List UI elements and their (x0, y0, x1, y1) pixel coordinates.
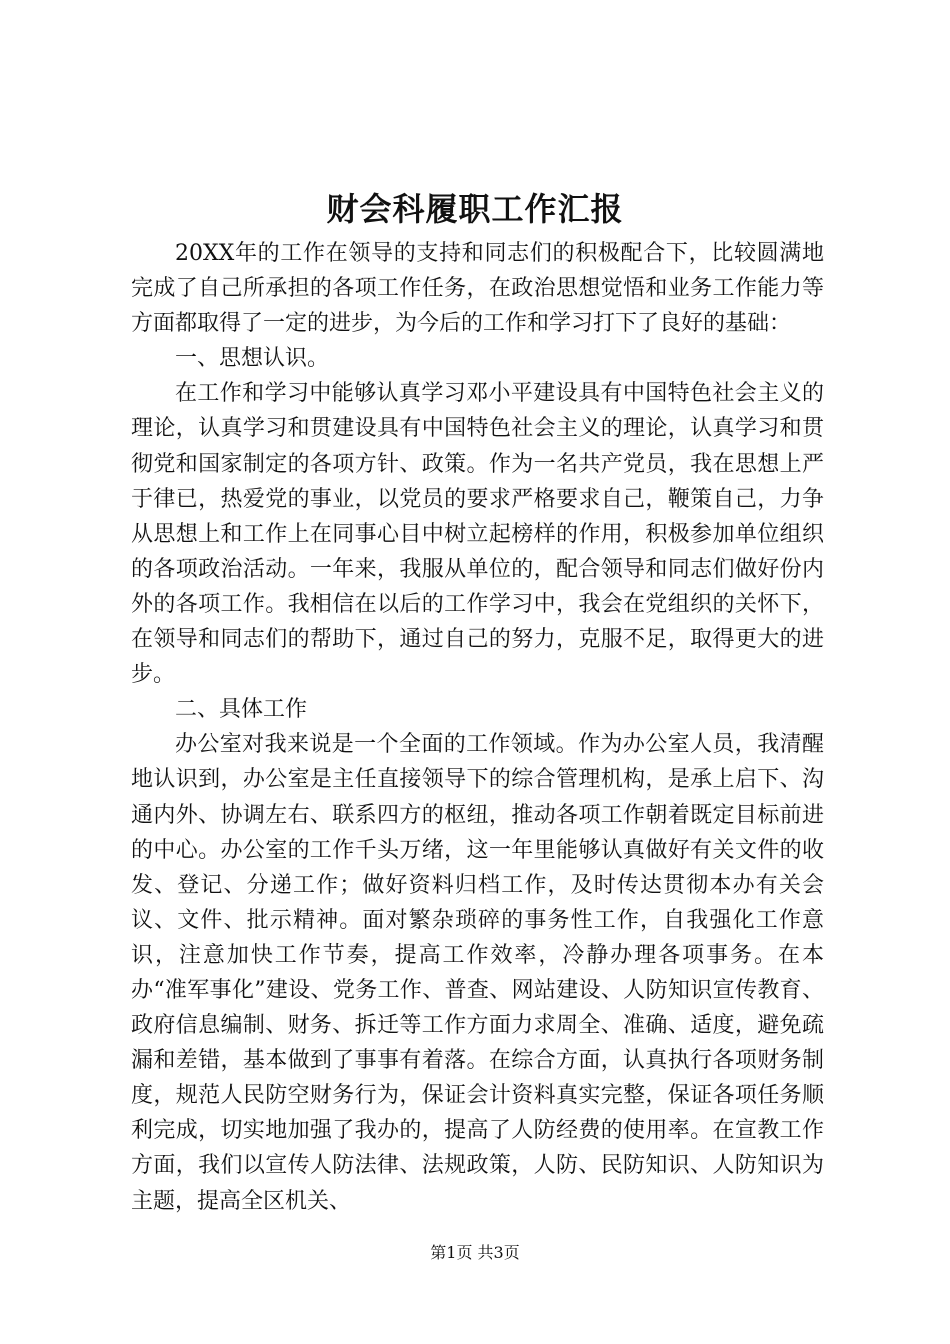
section-heading-thoughts: 一、思想认识。 (175, 346, 330, 372)
document-body (131, 236, 824, 1219)
page-title: 财会科履职工作汇报 (326, 190, 624, 228)
page-footer: 第1页 共3页 (430, 1243, 520, 1262)
work-paragraph: 办公室对我来说是一个全面的工作领域。作为办公室人员，我清醒地认识到，办公室是主任直接领导下的综合管理机构，是承上启下、沟通内外、协调左右、联系四方的枢纽，推动各项工作朝着既定目标前进的中心。办公室的工作千头万绪，这一年里能够认真做好有关文件的收发、登记、分递工作；做好资料归档工作，及时传达贯彻本办有关会议、文件、批示精神。面对繁杂琐碎的事务性工作，自我强化工作意识，注意加快工作节奏，提高工作效率，冷静办理各项事务。在本办“准军事化”建设、党务工作、普查、网站建设、人防知识宣传教育、政府信息编制、财务、拆迁等工作方面力求周全、准确、适度，避免疏漏和差错，基本做到了事事有着落。在综合方面，认真执行各项财务制度，规范人民防空财务行为，保证会计资料真实完整，保证各项任务顺利完成，切实地加强了我办的，提高了人防经费的使用率。在宣教工作方面，我们以宣传人防法律、法规政策，人防、民防知识、人防知识为主题，提高全区机关、 (131, 732, 824, 1214)
intro-paragraph: 20XX年的工作在领导的支持和同志们的积极配合下，比较圆满地完成了自己所承担的各项工作任务，在政治思想觉悟和业务工作能力等方面都取得了一定的进步，为今后的工作和学习打下了良好的基础： (131, 241, 824, 337)
section-heading-work: 二、具体工作 (175, 697, 308, 723)
thoughts-paragraph: 在工作和学习中能够认真学习邓小平建设具有中国特色社会主义的理论，认真学习和贯建设具有中国特色社会主义的理论，认真学习和贯彻党和国家制定的各项方针、政策。作为一名共产党员，我在思想上严于律已，热爱党的事业，以党员的要求严格要求自己，鞭策自己，力争从思想上和工作上在同事心目中树立起榜样的作用，积极参加单位组织的各项政治活动。一年来，我服从单位的，配合领导和同志们做好份内外的各项工作。我相信在以后的工作学习中，我会在党组织的关怀下，在领导和同志们的帮助下，通过自己的努力，克服不足，取得更大的进步。 (131, 381, 824, 688)
